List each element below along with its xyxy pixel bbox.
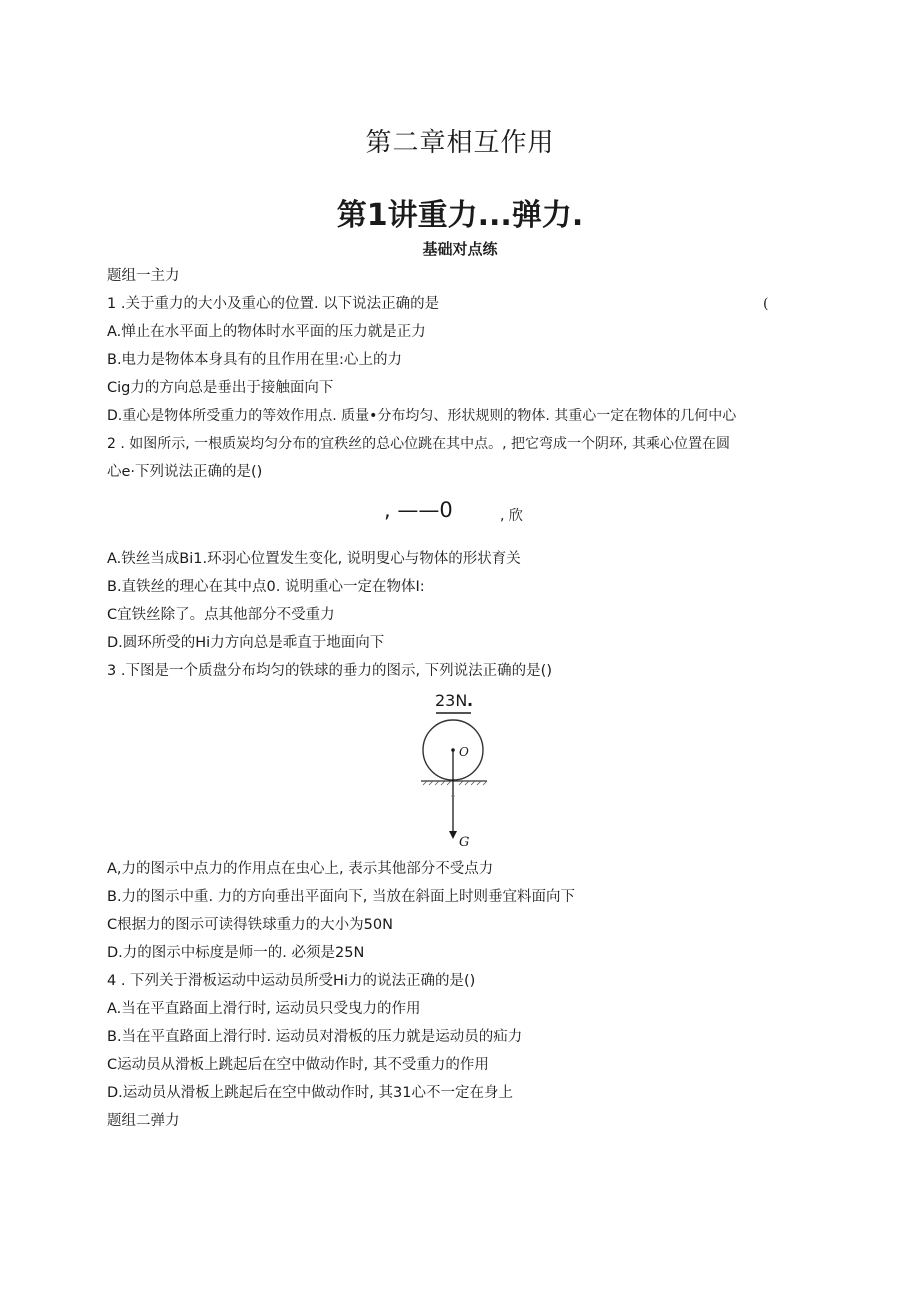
question-4-stem: 4 . 下列关于滑板运动中运动员所受Hi力的说法正确的是()	[107, 973, 476, 989]
question-1-stem: 1 .关于重力的大小及重心的位置. 以下说法正确的是	[107, 296, 440, 312]
scale-dot: .	[467, 691, 474, 710]
lesson-title: 第1讲重力...弹力.	[336, 198, 584, 233]
wire-figure-extra: , 欣	[500, 508, 523, 524]
q3-option-b: B.力的图示中重. 力的方向垂出平面向下, 当放在斜面上时则垂宜料面向下	[107, 889, 575, 905]
group-title: 题组一主力	[107, 268, 180, 284]
gravity-arrow-head	[449, 831, 457, 839]
q1-option-d: D.重心是物体所受重力的等效作用点. 质量•分布均匀、形状规则的物体. 其重心一定在物体的几何中心	[107, 408, 737, 424]
scale-label: 23N	[435, 691, 468, 710]
question-2-stem-line2: 心e·下列说法正确的是()	[107, 464, 263, 480]
q4-option-c: C运动员从滑板上跳起后在空中做动作时, 其不受重力的作用	[107, 1057, 489, 1073]
question-2-stem-line1: 2 . 如图所示, 一根质炭均匀分布的宜秩丝的总心位跳在其中点。, 把它弯成一个阴环, 其乘心位置在圆	[107, 436, 730, 452]
group-title-2: 题组二弹力	[107, 1113, 180, 1129]
q4-option-a: A.当在平直路面上滑行时, 运动员只受曳力的作用	[107, 1001, 421, 1017]
q1-option-b: B.电力是物体本身具有的且作用在里:心上的力	[107, 352, 402, 368]
wire-figure: , ——0	[384, 498, 453, 522]
ball-center-label: O	[459, 745, 469, 759]
iron-ball-figure	[415, 686, 505, 852]
q1-option-c: Cig力的方向总是垂出于接触面向下	[107, 380, 334, 396]
answer-paren: (	[763, 296, 769, 312]
q2-option-c: C宜铁丝除了。点其他部分不受重力	[107, 607, 335, 623]
q2-option-d: D.圆环所受的Hi力方向总是乖直于地面向下	[107, 635, 385, 651]
q4-option-d: D.运动员从滑板上跳起后在空中做动作时, 其31心不一定在身上	[107, 1085, 513, 1101]
q2-option-b: B.直铁丝的理心在其中点0. 说明重心一定在物体I:	[107, 579, 425, 595]
q4-option-b: B.当在平直路面上滑行时. 运动员对滑板的压力就是运动员的疝力	[107, 1029, 523, 1045]
question-3-stem: 3 .下图是一个质盘分布均匀的铁球的垂力的图示, 下列说法正确的是()	[107, 663, 552, 679]
q3-option-a: A,力的图示中点力的作用点在虫心上, 表示其他部分不受点力	[107, 861, 494, 877]
gravity-label: G	[459, 835, 470, 850]
q3-option-c: C根据力的图示可读得铁球重力的大小为50N	[107, 917, 393, 933]
q1-option-a: A.惮止在水平面上的物体时水平面的压力就是正力	[107, 324, 426, 340]
section-title: 基础对点练	[422, 240, 498, 258]
q2-option-a: A.铁丝当成Bi1.环羽心位置发生变化, 说明叟心与物体的形状育关	[107, 551, 521, 567]
q3-option-d: D.力的图示中标度是师一的. 必须是25N	[107, 945, 365, 961]
chapter-title: 第二章相互作用	[365, 128, 555, 158]
